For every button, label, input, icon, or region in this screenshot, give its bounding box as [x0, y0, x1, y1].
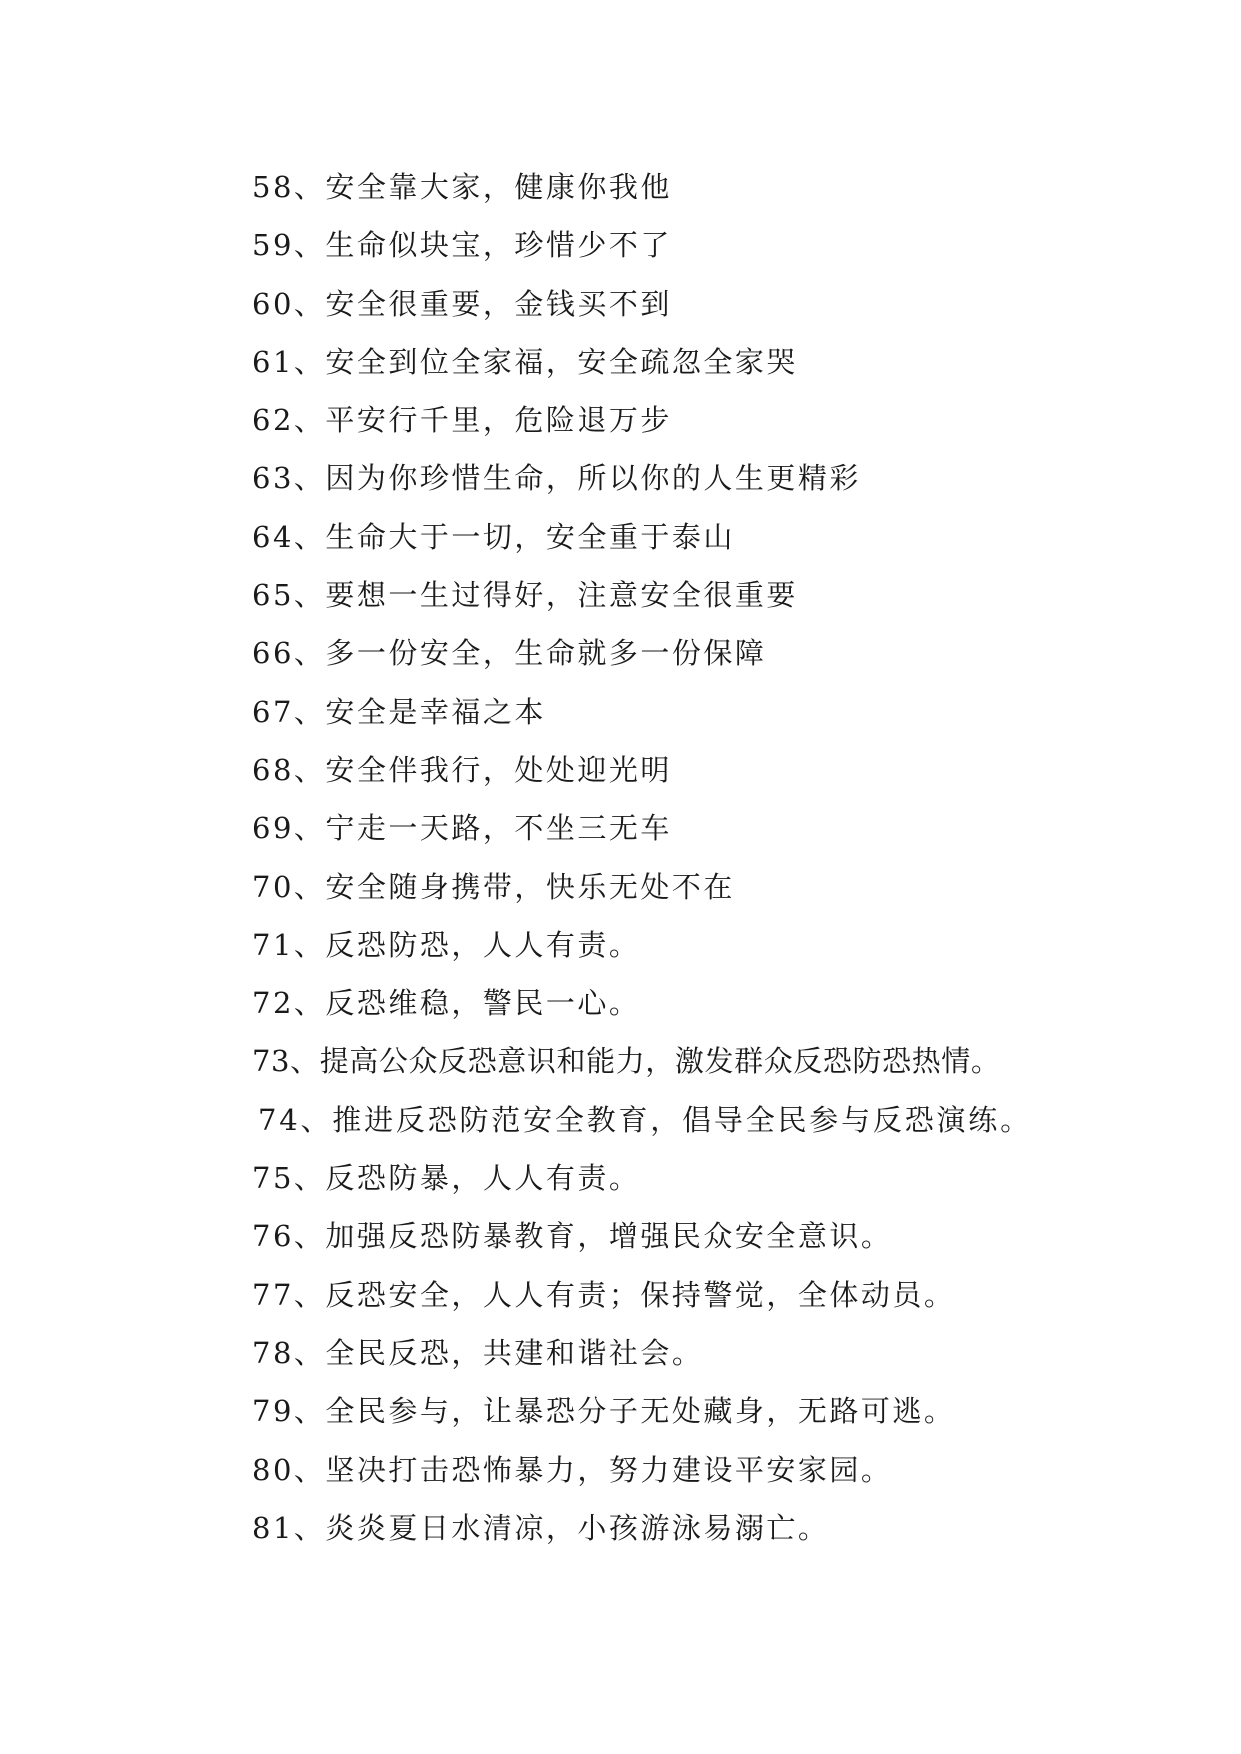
- list-item: 61、安全到位全家福，安全疏忽全家哭: [252, 344, 798, 379]
- slogan-list: [252, 158, 1032, 1557]
- list-item: 81、炎炎夏日水清凉，小孩游泳易溺亡。: [252, 1510, 830, 1545]
- list-item: 75、反恐防暴，人人有责。: [252, 1161, 641, 1196]
- list-item: 74、推进反恐防范安全教育，倡导全民参与反恐演练。: [258, 1102, 1032, 1137]
- list-item: 80、坚决打击恐怖暴力，努力建设平安家园。: [252, 1452, 893, 1487]
- list-item: 77、反恐安全，人人有责；保持警觉，全体动员。: [252, 1277, 956, 1312]
- list-item: 60、安全很重要，金钱买不到: [252, 286, 672, 321]
- list-item: 78、全民反恐，共建和谐社会。: [252, 1335, 704, 1370]
- list-item: 63、因为你珍惜生命，所以你的人生更精彩: [252, 461, 861, 496]
- list-item: 76、加强反恐防暴教育，增强民众安全意识。: [252, 1219, 893, 1254]
- list-item: 66、多一份安全，生命就多一份保障: [252, 636, 767, 671]
- list-item: 59、生命似块宝，珍惜少不了: [252, 228, 672, 263]
- list-item: 71、反恐防恐，人人有责。: [252, 927, 641, 962]
- list-item: 72、反恐维稳，警民一心。: [252, 986, 641, 1021]
- list-item: 68、安全伴我行，处处迎光明: [252, 752, 672, 787]
- list-item: 67、安全是幸福之本: [252, 694, 546, 729]
- list-item: 79、全民参与，让暴恐分子无处藏身，无路可逃。: [252, 1394, 956, 1429]
- list-item: 62、平安行千里，危险退万步: [252, 403, 672, 438]
- list-item: 58、安全靠大家，健康你我他: [252, 170, 672, 204]
- list-item: 65、要想一生过得好，注意安全很重要: [252, 578, 798, 613]
- list-item: 64、生命大于一切，安全重于泰山: [252, 519, 735, 554]
- list-item: 69、宁走一天路，不坐三无车: [252, 811, 672, 846]
- list-item: 73、提高公众反恐意识和能力，激发群众反恐防恐热情。: [252, 1044, 1001, 1079]
- list-item: 70、安全随身携带，快乐无处不在: [252, 869, 735, 904]
